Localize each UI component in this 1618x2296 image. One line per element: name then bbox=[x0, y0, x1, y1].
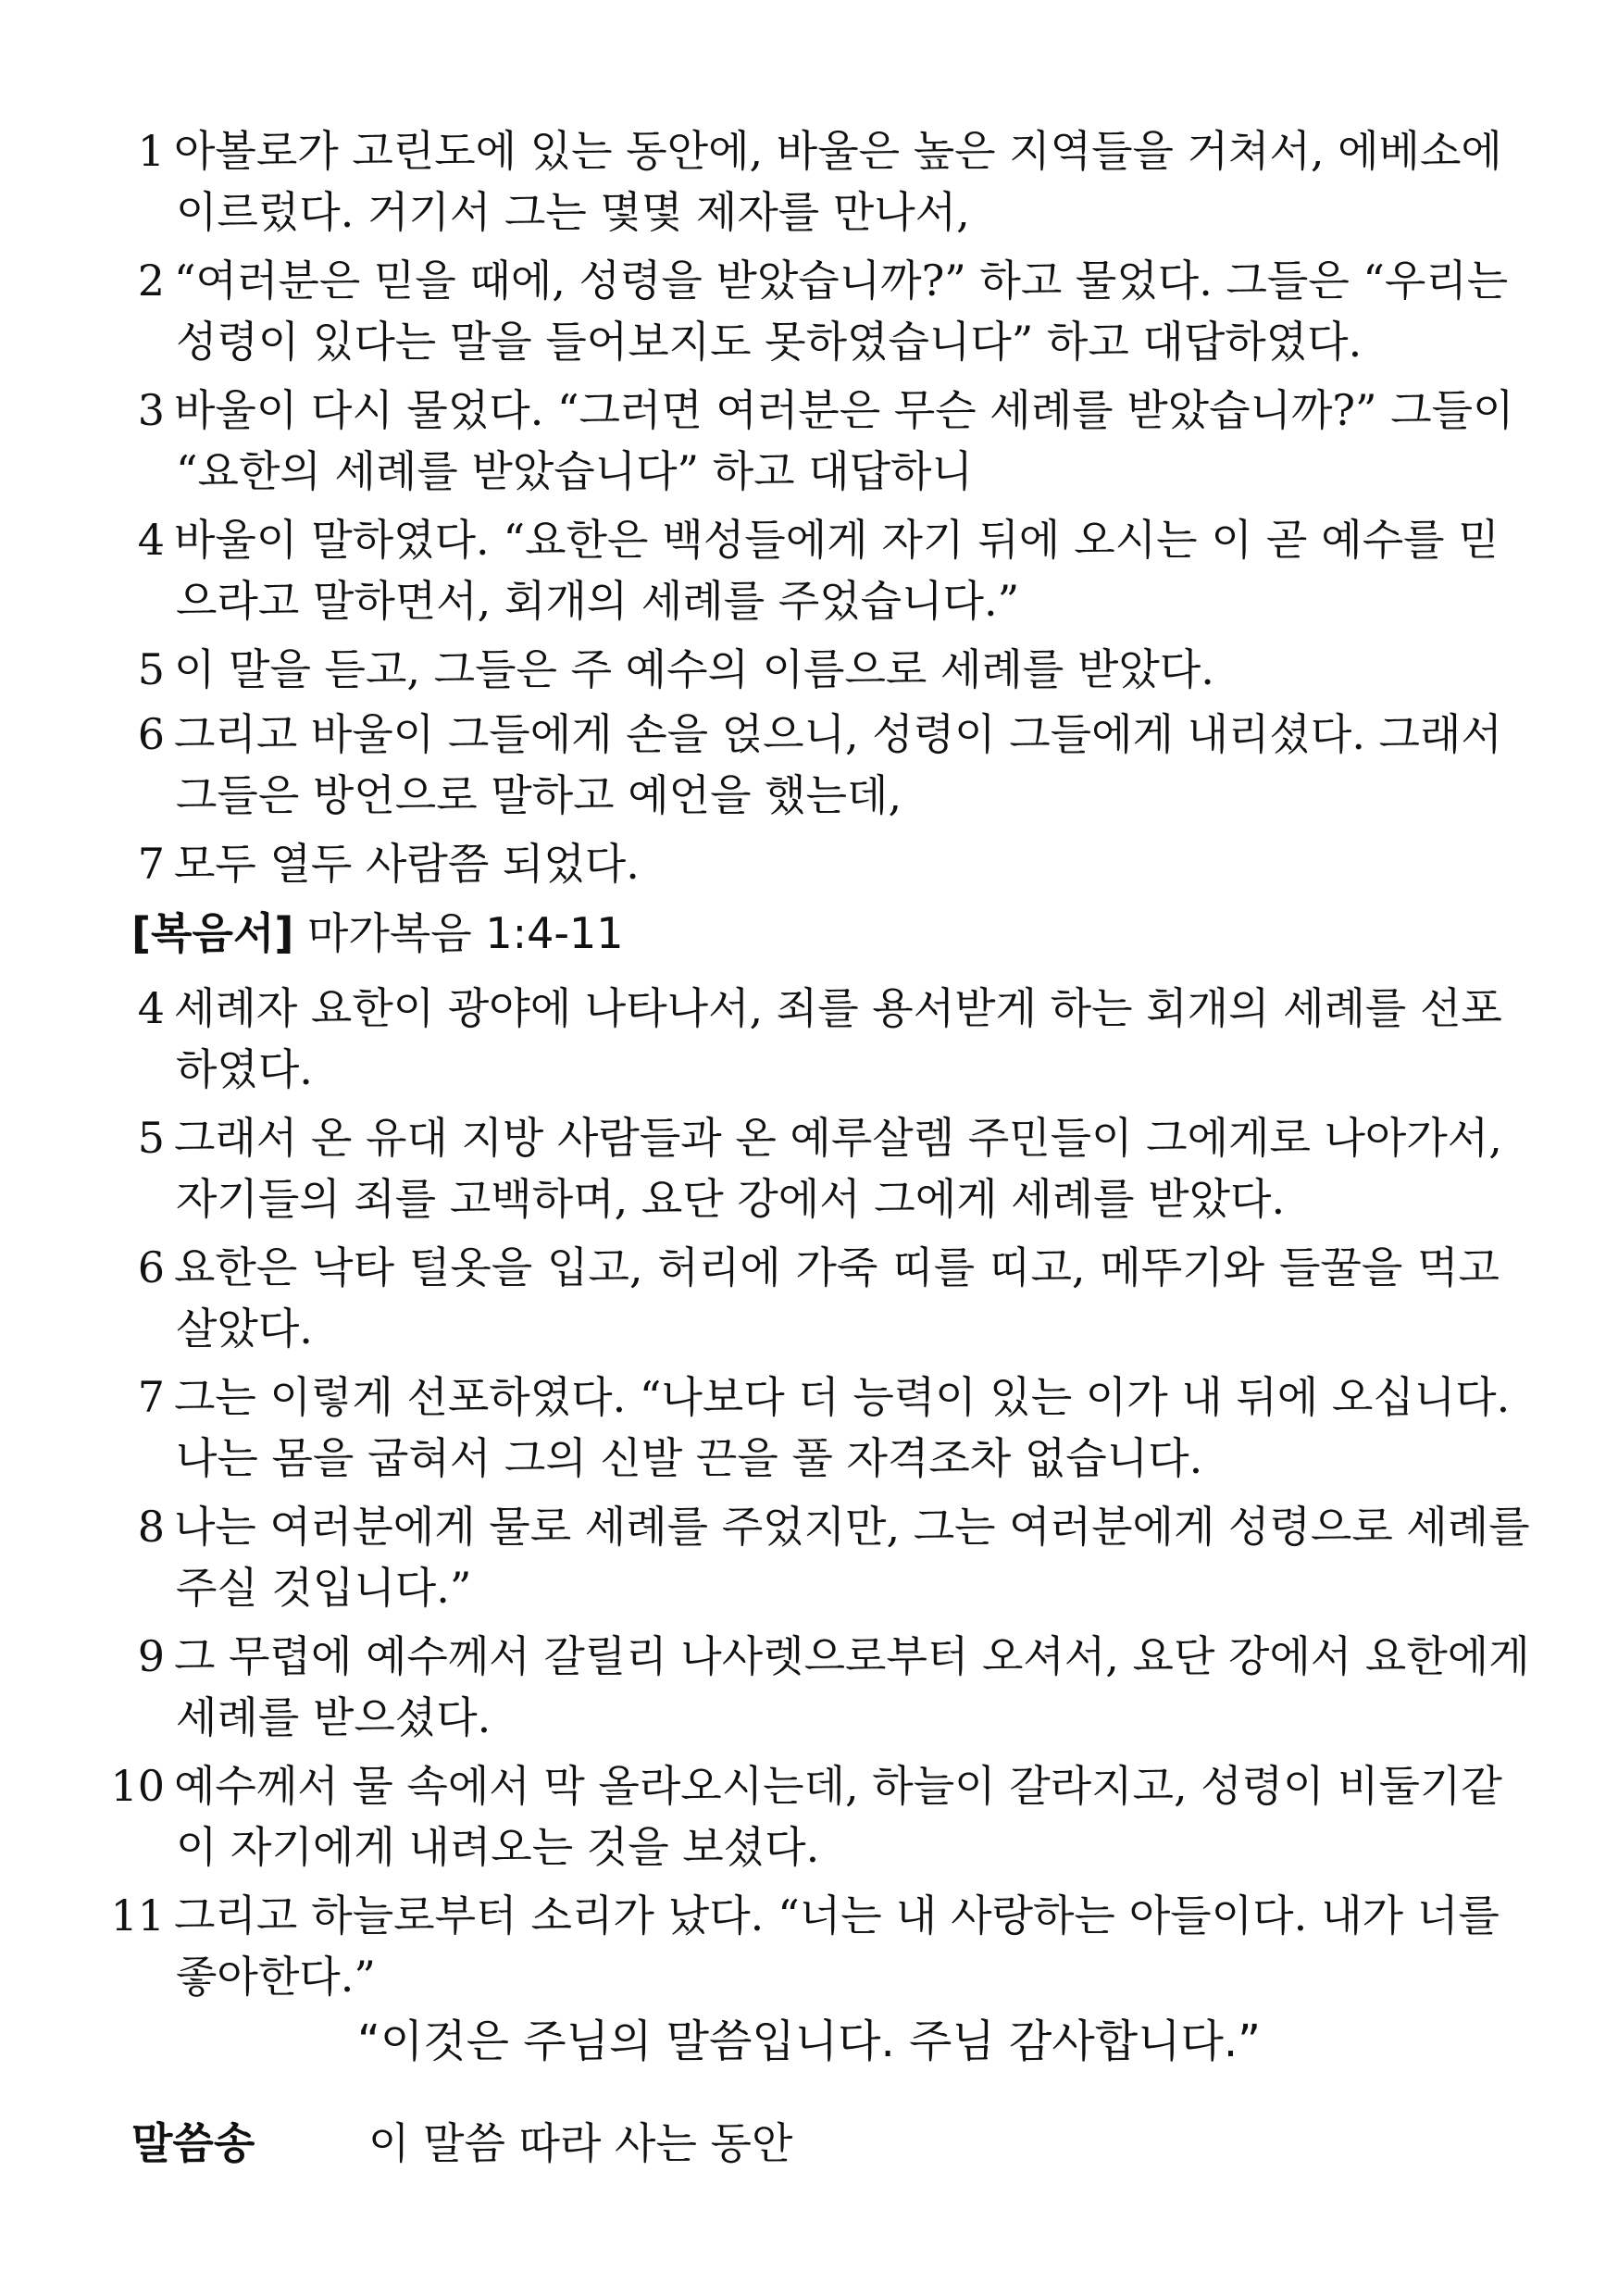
verse-line: 세례자 요한이 광야에 나타나서, 죄를 용서받게 하는 회개의 세례를 선포 bbox=[174, 983, 1502, 1033]
verse-number: 3 bbox=[137, 385, 165, 435]
verse-line: 나는 여러분에게 물로 세례를 주었지만, 그는 여러분에게 성령으로 세례를 bbox=[174, 1502, 1530, 1552]
verse-line: 모두 열두 사람쯤 되었다. bbox=[174, 839, 640, 889]
verse-number: 10 bbox=[110, 1761, 165, 1811]
verse-number: 4 bbox=[137, 983, 165, 1033]
verse-line: 이르렀다. 거기서 그는 몇몇 제자를 만나서, bbox=[176, 187, 970, 237]
verse-line: 좋아한다.” bbox=[176, 1952, 376, 2002]
verse-item bbox=[0, 1626, 1618, 1755]
verse-line: 아볼로가 고린도에 있는 동안에, 바울은 높은 지역들을 거쳐서, 에베소에 bbox=[174, 126, 1502, 176]
hymn-label: 말씀송 bbox=[131, 2118, 255, 2168]
verse-number: 2 bbox=[137, 256, 165, 306]
verse-item bbox=[0, 120, 1618, 250]
verse-number: 8 bbox=[137, 1502, 165, 1552]
verse-line: 그는 이렇게 선포하였다. “나보다 더 능력이 있는 이가 내 뒤에 오십니다. bbox=[174, 1372, 1511, 1422]
verse-item bbox=[0, 833, 1618, 898]
verse-line: 자기들의 죄를 고백하며, 요단 강에서 그에게 세례를 받았다. bbox=[176, 1174, 1286, 1224]
verse-item bbox=[0, 978, 1618, 1107]
verse-line: 주실 것입니다.” bbox=[176, 1563, 472, 1613]
verse-item bbox=[0, 639, 1618, 704]
gospel-reference: 마가복음 1:4-11 bbox=[306, 908, 624, 958]
verse-line: 그래서 온 유대 지방 사람들과 온 예루살렘 주민들이 그에게로 나아가서, bbox=[174, 1113, 1502, 1163]
gospel-label: [복음서] bbox=[131, 908, 294, 958]
verse-line: 그들은 방언으로 말하고 예언을 했는데, bbox=[176, 770, 902, 820]
verse-line: 세례를 받으셨다. bbox=[176, 1692, 492, 1742]
verse-number: 7 bbox=[137, 839, 165, 889]
verse-number: 5 bbox=[137, 1113, 165, 1163]
verse-line: 그 무렵에 예수께서 갈릴리 나사렛으로부터 오셔서, 요단 강에서 요한에게 bbox=[174, 1631, 1530, 1681]
verse-number: 7 bbox=[137, 1372, 165, 1422]
verse-number: 4 bbox=[137, 515, 165, 565]
verse-line: 으라고 말하면서, 회개의 세례를 주었습니다.” bbox=[176, 576, 1020, 626]
verse-line: “요한의 세례를 받았습니다” 하고 대답하니 bbox=[176, 446, 973, 496]
verse-line: 예수께서 물 속에서 막 올라오시는데, 하늘이 갈라지고, 성령이 비둘기같 bbox=[174, 1761, 1502, 1811]
hymn-title: 이 말씀 따라 사는 동안 bbox=[368, 2118, 793, 2168]
gospel-heading bbox=[131, 903, 624, 964]
verse-line: 그리고 바울이 그들에게 손을 얹으니, 성령이 그들에게 내리셨다. 그래서 bbox=[174, 709, 1502, 759]
verse-item bbox=[0, 1755, 1618, 1885]
verse-line: “여러분은 믿을 때에, 성령을 받았습니까?” 하고 물었다. 그들은 “우리는 bbox=[174, 256, 1509, 306]
gospel-verses bbox=[0, 978, 1618, 2015]
verse-number: 1 bbox=[137, 126, 165, 176]
verse-item bbox=[0, 1885, 1618, 2015]
verse-line: 성령이 있다는 말을 들어보지도 못하였습니다” 하고 대답하였다. bbox=[176, 317, 1363, 367]
verse-line: 하였다. bbox=[176, 1044, 313, 1094]
verse-number: 5 bbox=[137, 644, 165, 694]
verse-item bbox=[0, 250, 1618, 380]
verse-item bbox=[0, 380, 1618, 509]
verse-line: 바울이 말하였다. “요한은 백성들에게 자기 뒤에 오시는 이 곧 예수를 믿 bbox=[174, 515, 1500, 565]
verse-line: 나는 몸을 굽혀서 그의 신발 끈을 풀 자격조차 없습니다. bbox=[176, 1433, 1203, 1483]
verse-item bbox=[0, 1107, 1618, 1237]
verse-number: 6 bbox=[137, 1242, 165, 1292]
verse-line: 이 자기에게 내려오는 것을 보셨다. bbox=[176, 1822, 820, 1872]
reading-verses bbox=[0, 120, 1618, 898]
verse-line: 이 말을 듣고, 그들은 주 예수의 이름으로 세례를 받았다. bbox=[174, 644, 1214, 694]
verse-item bbox=[0, 704, 1618, 833]
verse-number: 6 bbox=[137, 709, 165, 759]
verse-number: 9 bbox=[137, 1631, 165, 1681]
verse-item bbox=[0, 1366, 1618, 1496]
verse-line: 살았다. bbox=[176, 1304, 313, 1354]
verse-item bbox=[0, 1237, 1618, 1366]
verse-line: 요한은 낙타 털옷을 입고, 허리에 가죽 띠를 띠고, 메뚜기와 들꿀을 먹고 bbox=[174, 1242, 1500, 1292]
verse-item bbox=[0, 509, 1618, 639]
verse-line: 그리고 하늘로부터 소리가 났다. “너는 내 사랑하는 아들이다. 내가 너를 bbox=[174, 1890, 1500, 1940]
closing-declaration: “이것은 주님의 말씀입니다. 주님 감사합니다.” bbox=[357, 2015, 1261, 2067]
verse-number: 11 bbox=[110, 1890, 165, 1940]
verse-item bbox=[0, 1496, 1618, 1626]
verse-line: 바울이 다시 물었다. “그러면 여러분은 무슨 세례를 받았습니까?” 그들이 bbox=[174, 385, 1514, 435]
